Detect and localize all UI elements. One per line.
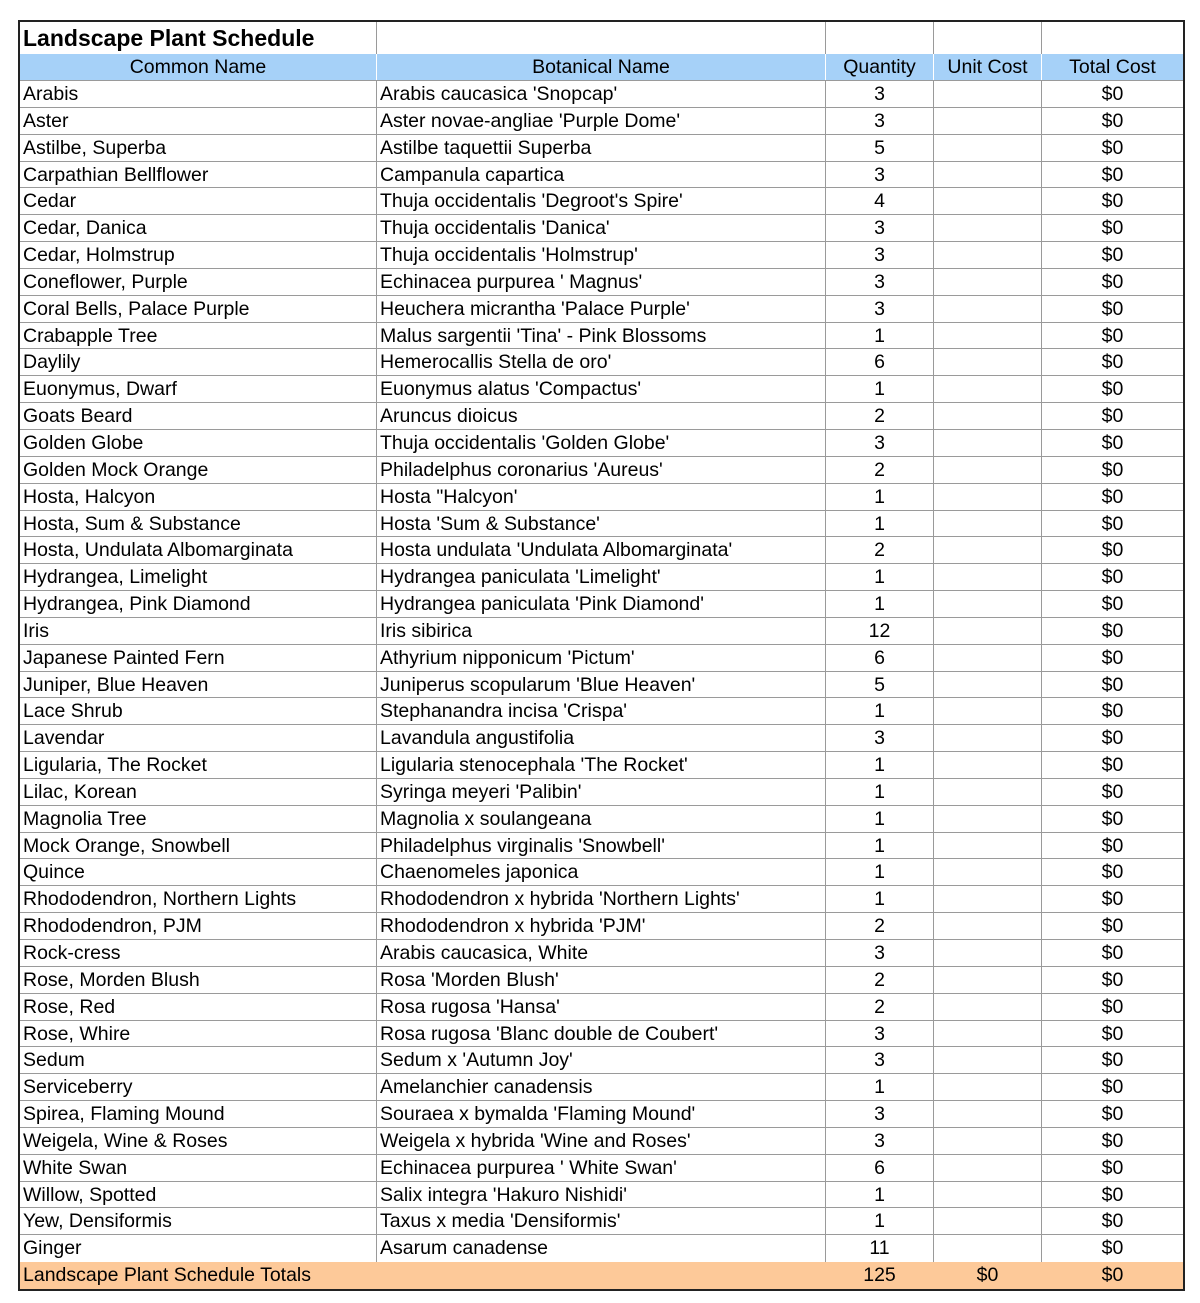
cell-quantity: 3 xyxy=(826,940,934,966)
cell-quantity: 2 xyxy=(826,913,934,939)
cell-total-cost: $0 xyxy=(1101,378,1124,401)
cell-quantity: 3 xyxy=(826,108,934,134)
cell-total-cost: $0 xyxy=(1101,968,1124,991)
cell-unit-cost xyxy=(934,806,1042,832)
cell-common-name: Hosta, Sum & Substance xyxy=(20,511,377,537)
cell-total-cost: $0 xyxy=(1101,109,1124,132)
table-row xyxy=(20,403,1183,430)
cell-total-cost: $0 xyxy=(1101,244,1124,267)
cell-unit-cost xyxy=(934,967,1042,993)
cell-total-cost: $0 xyxy=(1101,780,1124,803)
table-row xyxy=(20,591,1183,618)
cell-total-cost: $0 xyxy=(1101,190,1124,213)
cell-common-name: Coral Bells, Palace Purple xyxy=(20,296,377,322)
table-row xyxy=(20,430,1183,457)
table-row xyxy=(20,108,1183,135)
header-quantity: Quantity xyxy=(826,54,934,80)
cell-quantity: 1 xyxy=(826,323,934,349)
cell-botanical-name: Aruncus dioicus xyxy=(377,403,826,429)
header-unit-cost: Unit Cost xyxy=(934,54,1042,80)
table-row xyxy=(20,886,1183,913)
table-row xyxy=(20,349,1183,376)
cell-botanical-name: Stephanandra incisa 'Crispa' xyxy=(377,698,826,724)
table-row xyxy=(20,215,1183,242)
cell-unit-cost xyxy=(934,162,1042,188)
cell-unit-cost xyxy=(934,940,1042,966)
cell-common-name: Arabis xyxy=(20,81,377,107)
table-row xyxy=(20,1235,1183,1262)
cell-common-name: Rhododendron, PJM xyxy=(20,913,377,939)
cell-botanical-name: Souraea x bymalda 'Flaming Mound' xyxy=(377,1101,826,1127)
cell-total-cost: $0 xyxy=(1101,1076,1124,1099)
cell-botanical-name: Arabis caucasica 'Snopcap' xyxy=(377,81,826,107)
cell-common-name: Rose, Red xyxy=(20,994,377,1020)
header-common-name: Common Name xyxy=(20,54,377,80)
cell-botanical-name: Malus sargentii 'Tina' - Pink Blossoms xyxy=(377,323,826,349)
cell-common-name: Rose, Morden Blush xyxy=(20,967,377,993)
cell-common-name: Aster xyxy=(20,108,377,134)
cell-unit-cost xyxy=(934,215,1042,241)
cell-quantity: 3 xyxy=(826,725,934,751)
cell-quantity: 1 xyxy=(826,484,934,510)
cell-botanical-name: Salix integra 'Hakuro Nishidi' xyxy=(377,1182,826,1208)
cell-quantity: 1 xyxy=(826,833,934,859)
cell-quantity: 3 xyxy=(826,296,934,322)
table-row xyxy=(20,296,1183,323)
cell-total-cost: $0 xyxy=(1101,163,1124,186)
cell-unit-cost xyxy=(934,242,1042,268)
cell-botanical-name: Taxus x media 'Densiformis' xyxy=(377,1208,826,1234)
cell-total-cost: $0 xyxy=(1101,1129,1124,1152)
totals-row xyxy=(20,1262,1183,1289)
cell-quantity: 1 xyxy=(826,1208,934,1234)
table-row xyxy=(20,564,1183,591)
cell-quantity: 1 xyxy=(826,564,934,590)
cell-botanical-name: Asarum canadense xyxy=(377,1235,826,1262)
cell-unit-cost xyxy=(934,779,1042,805)
cell-botanical-name: Hemerocallis Stella de oro' xyxy=(377,349,826,375)
cell-unit-cost xyxy=(934,349,1042,375)
header-row xyxy=(20,54,1183,81)
cell-total-cost: $0 xyxy=(1101,995,1124,1018)
cell-total-cost: $0 xyxy=(1101,942,1124,964)
cell-unit-cost xyxy=(934,672,1042,698)
table-row xyxy=(20,323,1183,350)
cell-total-cost: $0 xyxy=(1101,566,1124,589)
cell-common-name: Goats Beard xyxy=(20,403,377,429)
cell-common-name: Lace Shrub xyxy=(20,698,377,724)
table-row xyxy=(20,833,1183,860)
table-row xyxy=(20,1047,1183,1074)
cell-common-name: Ligularia, The Rocket xyxy=(20,752,377,778)
cell-total-cost: $0 xyxy=(1101,431,1124,454)
table-row xyxy=(20,779,1183,806)
cell-unit-cost xyxy=(934,511,1042,537)
cell-total-cost: $0 xyxy=(1101,727,1124,750)
table-row xyxy=(20,1208,1183,1235)
cell-common-name: Golden Globe xyxy=(20,430,377,456)
totals-quantity: 125 xyxy=(826,1262,934,1289)
cell-unit-cost xyxy=(934,591,1042,617)
table-row xyxy=(20,994,1183,1021)
cell-total-cost: $0 xyxy=(1101,83,1124,105)
cell-botanical-name: Athyrium nipponicum 'Pictum' xyxy=(377,645,826,671)
cell-total-cost: $0 xyxy=(1101,700,1124,723)
cell-botanical-name: Arabis caucasica, White xyxy=(377,940,826,966)
table-row xyxy=(20,698,1183,725)
cell-quantity: 2 xyxy=(826,967,934,993)
cell-total-cost: $0 xyxy=(1101,405,1124,428)
empty-cell xyxy=(934,22,1042,54)
cell-botanical-name: Amelanchier canadensis xyxy=(377,1074,826,1100)
cell-botanical-name: Thuja occidentalis 'Golden Globe' xyxy=(377,430,826,456)
cell-total-cost: $0 xyxy=(1101,324,1124,347)
table-row xyxy=(20,940,1183,967)
cell-common-name: Cedar, Danica xyxy=(20,215,377,241)
cell-total-cost: $0 xyxy=(1101,297,1124,320)
table-title: Landscape Plant Schedule xyxy=(20,22,377,54)
table-row xyxy=(20,1101,1183,1128)
cell-unit-cost xyxy=(934,537,1042,563)
cell-quantity: 1 xyxy=(826,376,934,402)
cell-total-cost: $0 xyxy=(1101,351,1124,374)
cell-botanical-name: Hosta 'Sum & Substance' xyxy=(377,511,826,537)
cell-unit-cost xyxy=(934,886,1042,912)
cell-total-cost: $0 xyxy=(1101,1049,1124,1072)
cell-botanical-name: Philadelphus virginalis 'Snowbell' xyxy=(377,833,826,859)
table-row xyxy=(20,1128,1183,1155)
cell-unit-cost xyxy=(934,457,1042,483)
cell-quantity: 1 xyxy=(826,1182,934,1208)
cell-unit-cost xyxy=(934,564,1042,590)
totals-total-cost: $0 xyxy=(1101,1264,1124,1287)
cell-botanical-name: Campanula capartica xyxy=(377,162,826,188)
cell-unit-cost xyxy=(934,323,1042,349)
table-row xyxy=(20,484,1183,511)
table-row xyxy=(20,859,1183,886)
cell-quantity: 3 xyxy=(826,430,934,456)
table-row xyxy=(20,752,1183,779)
table-body xyxy=(20,81,1183,1262)
cell-quantity: 3 xyxy=(826,1047,934,1073)
cell-unit-cost xyxy=(934,430,1042,456)
table-row xyxy=(20,645,1183,672)
cell-common-name: Willow, Spotted xyxy=(20,1182,377,1208)
cell-quantity: 1 xyxy=(826,859,934,885)
cell-total-cost: $0 xyxy=(1101,1103,1124,1126)
table-row xyxy=(20,269,1183,296)
cell-quantity: 2 xyxy=(826,403,934,429)
cell-common-name: Cedar, Holmstrup xyxy=(20,242,377,268)
cell-unit-cost xyxy=(934,296,1042,322)
cell-botanical-name: Ligularia stenocephala 'The Rocket' xyxy=(377,752,826,778)
cell-common-name: Japanese Painted Fern xyxy=(20,645,377,671)
cell-common-name: Hosta, Undulata Albomarginata xyxy=(20,537,377,563)
cell-botanical-name: Thuja occidentalis 'Danica' xyxy=(377,215,826,241)
cell-common-name: Mock Orange, Snowbell xyxy=(20,833,377,859)
cell-quantity: 3 xyxy=(826,242,934,268)
cell-common-name: Cedar xyxy=(20,188,377,214)
cell-unit-cost xyxy=(934,403,1042,429)
cell-total-cost: $0 xyxy=(1101,1183,1124,1206)
cell-total-cost: $0 xyxy=(1101,754,1124,777)
cell-botanical-name: Rosa 'Morden Blush' xyxy=(377,967,826,993)
cell-botanical-name: Heuchera micrantha 'Palace Purple' xyxy=(377,296,826,322)
cell-botanical-name: Weigela x hybrida 'Wine and Roses' xyxy=(377,1128,826,1154)
cell-botanical-name: Rhododendron x hybrida 'Northern Lights' xyxy=(377,886,826,912)
cell-botanical-name: Sedum x 'Autumn Joy' xyxy=(377,1047,826,1073)
table-row xyxy=(20,162,1183,189)
cell-botanical-name: Echinacea purpurea ' White Swan' xyxy=(377,1155,826,1181)
cell-quantity: 3 xyxy=(826,81,934,107)
cell-botanical-name: Aster novae-angliae 'Purple Dome' xyxy=(377,108,826,134)
cell-quantity: 6 xyxy=(826,349,934,375)
cell-quantity: 4 xyxy=(826,188,934,214)
cell-total-cost: $0 xyxy=(1101,270,1124,293)
cell-total-cost: $0 xyxy=(1101,217,1124,240)
table-row xyxy=(20,376,1183,403)
cell-common-name: Serviceberry xyxy=(20,1074,377,1100)
cell-botanical-name: Thuja occidentalis 'Holmstrup' xyxy=(377,242,826,268)
table-row xyxy=(20,1074,1183,1101)
cell-common-name: Carpathian Bellflower xyxy=(20,162,377,188)
cell-unit-cost xyxy=(934,859,1042,885)
cell-unit-cost xyxy=(934,618,1042,644)
table-row xyxy=(20,1182,1183,1209)
cell-total-cost: $0 xyxy=(1101,646,1124,669)
table-row xyxy=(20,913,1183,940)
cell-quantity: 3 xyxy=(826,215,934,241)
cell-common-name: Daylily xyxy=(20,349,377,375)
cell-quantity: 3 xyxy=(826,162,934,188)
cell-common-name: Rock-cress xyxy=(20,940,377,966)
cell-unit-cost xyxy=(934,1074,1042,1100)
table-row xyxy=(20,135,1183,162)
cell-quantity: 1 xyxy=(826,591,934,617)
cell-botanical-name: Syringa meyeri 'Palibin' xyxy=(377,779,826,805)
table-row xyxy=(20,725,1183,752)
cell-total-cost: $0 xyxy=(1101,1022,1124,1045)
cell-common-name: Yew, Densiformis xyxy=(20,1208,377,1234)
cell-common-name: Rhododendron, Northern Lights xyxy=(20,886,377,912)
cell-common-name: Lavendar xyxy=(20,725,377,751)
cell-botanical-name: Hydrangea paniculata 'Pink Diamond' xyxy=(377,591,826,617)
cell-quantity: 11 xyxy=(826,1235,934,1262)
cell-quantity: 1 xyxy=(826,752,934,778)
cell-common-name: White Swan xyxy=(20,1155,377,1181)
cell-botanical-name: Euonymus alatus 'Compactus' xyxy=(377,376,826,402)
cell-total-cost: $0 xyxy=(1101,1156,1124,1179)
cell-unit-cost xyxy=(934,484,1042,510)
table-row xyxy=(20,537,1183,564)
cell-botanical-name: Echinacea purpurea ' Magnus' xyxy=(377,269,826,295)
cell-common-name: Astilbe, Superba xyxy=(20,135,377,161)
table-row xyxy=(20,967,1183,994)
cell-quantity: 6 xyxy=(826,1155,934,1181)
cell-quantity: 5 xyxy=(826,135,934,161)
cell-quantity: 1 xyxy=(826,698,934,724)
cell-quantity: 6 xyxy=(826,645,934,671)
cell-unit-cost xyxy=(934,135,1042,161)
cell-common-name: Golden Mock Orange xyxy=(20,457,377,483)
title-row xyxy=(20,22,1183,54)
cell-quantity: 3 xyxy=(826,1128,934,1154)
cell-total-cost: $0 xyxy=(1101,1237,1124,1260)
cell-common-name: Magnolia Tree xyxy=(20,806,377,832)
cell-quantity: 12 xyxy=(826,618,934,644)
table-row xyxy=(20,457,1183,484)
table-row xyxy=(20,806,1183,833)
cell-unit-cost xyxy=(934,1208,1042,1234)
cell-common-name: Hydrangea, Limelight xyxy=(20,564,377,590)
cell-quantity: 3 xyxy=(826,1101,934,1127)
cell-common-name: Crabapple Tree xyxy=(20,323,377,349)
cell-quantity: 2 xyxy=(826,994,934,1020)
cell-total-cost: $0 xyxy=(1101,619,1124,642)
cell-common-name: Hydrangea, Pink Diamond xyxy=(20,591,377,617)
cell-total-cost: $0 xyxy=(1101,593,1124,616)
cell-common-name: Coneflower, Purple xyxy=(20,269,377,295)
table-row xyxy=(20,618,1183,645)
cell-unit-cost xyxy=(934,913,1042,939)
cell-botanical-name: Rhododendron x hybrida 'PJM' xyxy=(377,913,826,939)
cell-common-name: Iris xyxy=(20,618,377,644)
cell-common-name: Rose, Whire xyxy=(20,1021,377,1047)
cell-quantity: 1 xyxy=(826,1074,934,1100)
cell-botanical-name: Hosta "Halcyon' xyxy=(377,484,826,510)
cell-total-cost: $0 xyxy=(1101,512,1124,535)
cell-botanical-name: Rosa rugosa 'Blanc double de Coubert' xyxy=(377,1021,826,1047)
empty-cell xyxy=(826,22,934,54)
cell-quantity: 3 xyxy=(826,269,934,295)
cell-unit-cost xyxy=(934,994,1042,1020)
cell-unit-cost xyxy=(934,81,1042,107)
cell-total-cost: $0 xyxy=(1101,1210,1124,1233)
cell-unit-cost xyxy=(934,1128,1042,1154)
empty-cell xyxy=(1042,22,1183,54)
table-row xyxy=(20,1021,1183,1048)
plant-schedule-table xyxy=(18,20,1185,1291)
table-row xyxy=(20,188,1183,215)
empty-cell xyxy=(377,1262,826,1289)
cell-unit-cost xyxy=(934,645,1042,671)
cell-unit-cost xyxy=(934,752,1042,778)
cell-unit-cost xyxy=(934,188,1042,214)
cell-total-cost: $0 xyxy=(1101,539,1124,562)
cell-quantity: 1 xyxy=(826,511,934,537)
cell-unit-cost xyxy=(934,1155,1042,1181)
cell-common-name: Euonymus, Dwarf xyxy=(20,376,377,402)
cell-unit-cost xyxy=(934,698,1042,724)
table-row xyxy=(20,1155,1183,1182)
header-botanical-name: Botanical Name xyxy=(377,54,826,80)
cell-quantity: 2 xyxy=(826,457,934,483)
cell-common-name: Quince xyxy=(20,859,377,885)
cell-botanical-name: Magnolia x soulangeana xyxy=(377,806,826,832)
cell-unit-cost xyxy=(934,1182,1042,1208)
cell-total-cost: $0 xyxy=(1101,915,1124,938)
cell-unit-cost xyxy=(934,376,1042,402)
cell-botanical-name: Juniperus scopularum 'Blue Heaven' xyxy=(377,672,826,698)
header-total-cost: Total Cost xyxy=(1069,56,1156,78)
cell-botanical-name: Iris sibirica xyxy=(377,618,826,644)
table-row xyxy=(20,242,1183,269)
totals-label: Landscape Plant Schedule Totals xyxy=(20,1262,377,1289)
cell-quantity: 5 xyxy=(826,672,934,698)
cell-common-name: Ginger xyxy=(20,1235,377,1262)
cell-unit-cost xyxy=(934,269,1042,295)
cell-unit-cost xyxy=(934,108,1042,134)
cell-botanical-name: Lavandula angustifolia xyxy=(377,725,826,751)
cell-quantity: 2 xyxy=(826,537,934,563)
cell-quantity: 1 xyxy=(826,806,934,832)
cell-botanical-name: Hydrangea paniculata 'Limelight' xyxy=(377,564,826,590)
cell-botanical-name: Chaenomeles japonica xyxy=(377,859,826,885)
table-row xyxy=(20,81,1183,108)
cell-total-cost: $0 xyxy=(1101,807,1124,830)
cell-total-cost: $0 xyxy=(1101,458,1124,481)
cell-unit-cost xyxy=(934,725,1042,751)
cell-botanical-name: Thuja occidentalis 'Degroot's Spire' xyxy=(377,188,826,214)
cell-total-cost: $0 xyxy=(1101,861,1124,884)
cell-unit-cost xyxy=(934,1047,1042,1073)
cell-common-name: Sedum xyxy=(20,1047,377,1073)
cell-unit-cost xyxy=(934,1021,1042,1047)
cell-quantity: 1 xyxy=(826,886,934,912)
cell-common-name: Lilac, Korean xyxy=(20,779,377,805)
cell-common-name: Juniper, Blue Heaven xyxy=(20,672,377,698)
empty-cell xyxy=(377,22,826,54)
table-row xyxy=(20,511,1183,538)
cell-unit-cost xyxy=(934,1235,1042,1262)
cell-botanical-name: Astilbe taquettii Superba xyxy=(377,135,826,161)
cell-common-name: Hosta, Halcyon xyxy=(20,484,377,510)
cell-unit-cost xyxy=(934,1101,1042,1127)
cell-total-cost: $0 xyxy=(1101,888,1124,911)
table-row xyxy=(20,672,1183,699)
cell-botanical-name: Rosa rugosa 'Hansa' xyxy=(377,994,826,1020)
cell-total-cost: $0 xyxy=(1101,485,1124,508)
cell-unit-cost xyxy=(934,833,1042,859)
cell-botanical-name: Hosta undulata 'Undulata Albomarginata' xyxy=(377,537,826,563)
cell-quantity: 1 xyxy=(826,779,934,805)
cell-botanical-name: Philadelphus coronarius 'Aureus' xyxy=(377,457,826,483)
cell-common-name: Weigela, Wine & Roses xyxy=(20,1128,377,1154)
cell-common-name: Spirea, Flaming Mound xyxy=(20,1101,377,1127)
cell-total-cost: $0 xyxy=(1101,136,1124,159)
totals-unit-cost: $0 xyxy=(934,1262,1042,1289)
cell-total-cost: $0 xyxy=(1101,834,1124,857)
cell-total-cost: $0 xyxy=(1101,673,1124,696)
cell-quantity: 3 xyxy=(826,1021,934,1047)
